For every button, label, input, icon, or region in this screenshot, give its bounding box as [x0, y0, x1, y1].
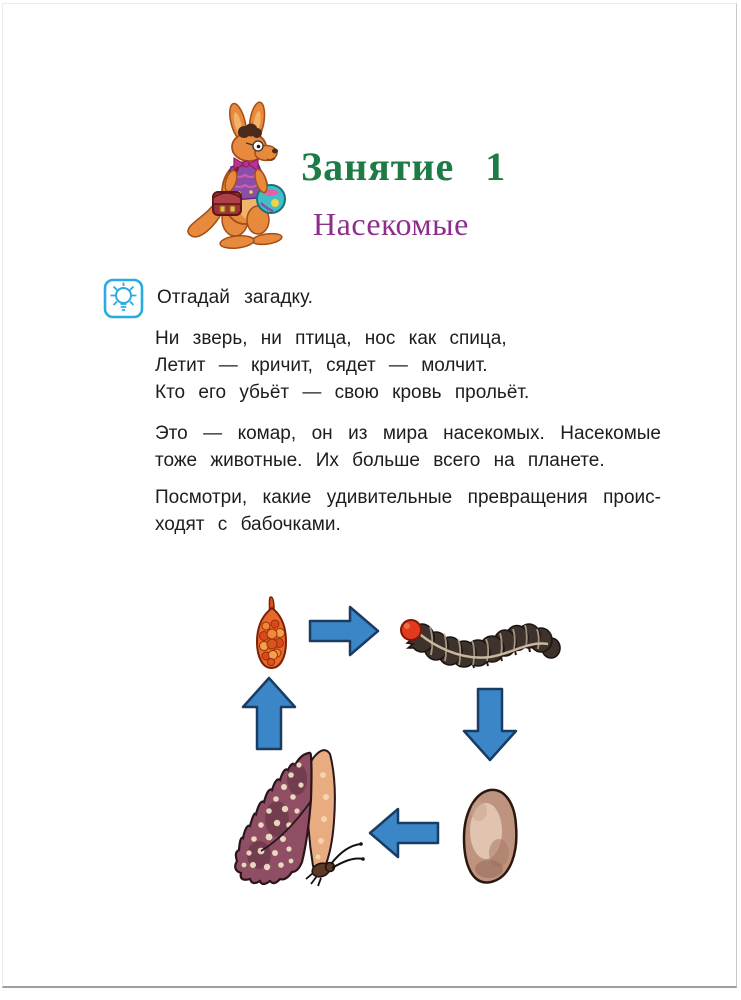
riddle-line: Кто его убьёт — свою кровь прольёт.	[155, 382, 530, 403]
answer-paragraph	[155, 420, 661, 474]
task-instruction: Отгадай загадку.	[157, 287, 313, 308]
riddle-text	[155, 325, 661, 406]
arrow-left-icon	[368, 805, 440, 861]
arrow-up-icon	[240, 675, 298, 751]
riddle-line: Летит — кричит, сядет — молчит.	[155, 355, 488, 376]
arrow-down-icon	[461, 687, 519, 763]
lightbulb-icon	[103, 278, 144, 319]
paragraph-line: Посмотри, какие удивительные превращения проис-	[155, 487, 661, 508]
riddle-line: Ни зверь, ни птица, нос как спица,	[155, 328, 507, 349]
arrow-right-icon	[308, 603, 380, 659]
caterpillar-illustration	[390, 597, 565, 671]
paragraph-line: тоже животные. Их больше всего на планете.	[155, 450, 605, 471]
task-row	[103, 278, 313, 319]
paragraph-line: Это — комар, он из мира насекомых. Насекомые	[155, 423, 661, 444]
lesson-number-title: Занятие 1	[301, 144, 507, 189]
look-paragraph	[155, 484, 661, 538]
paragraph-line: ходят с бабочками.	[155, 514, 341, 535]
pupa-illustration	[459, 787, 521, 887]
butterfly-illustration	[227, 739, 365, 891]
kangaroo-mascot-illustration	[183, 101, 313, 253]
eggs-illustration	[252, 595, 292, 673]
lesson-topic-title: Насекомые	[313, 206, 469, 242]
